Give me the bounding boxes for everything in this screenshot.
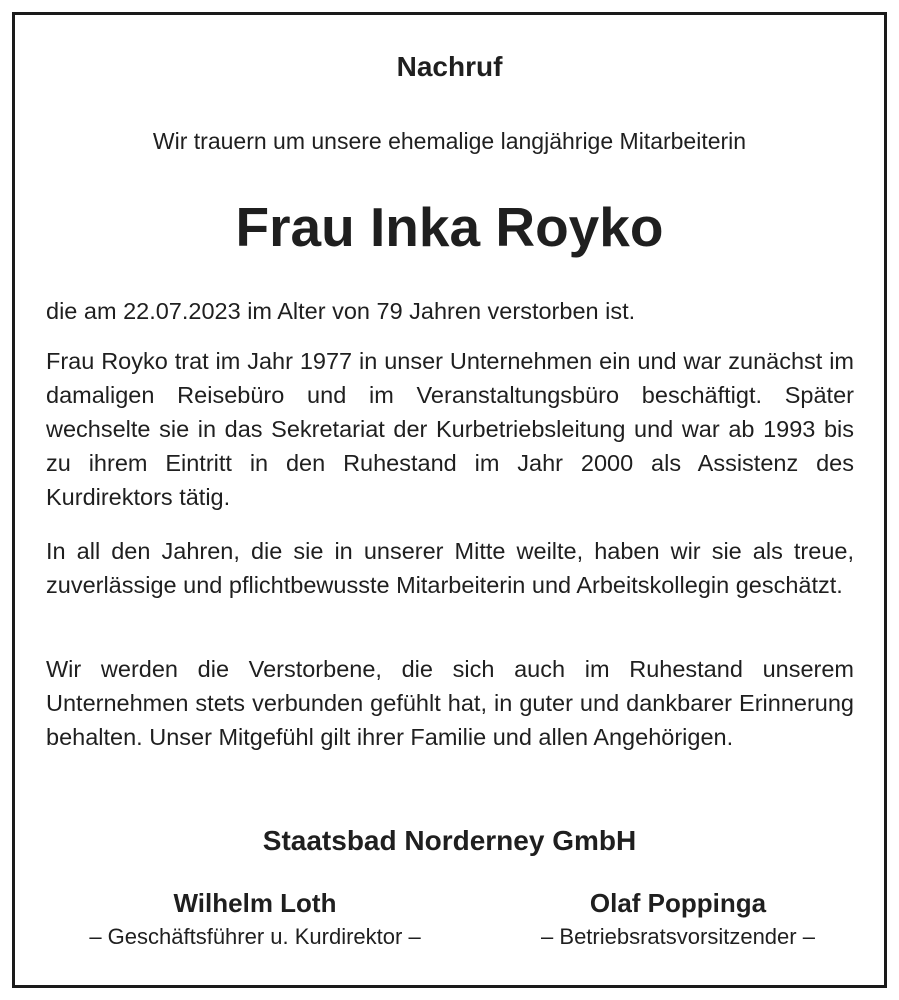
company-name: Staatsbad Norderney GmbH (262, 825, 637, 856)
notice-title: Nachruf (396, 51, 503, 82)
remembrance-paragraph: Wir werden die Verstorbene, die sich auch im Ruhestand unserem Unternehmen stets verbunden gefühlt hat, in guter und dankbarer Erinnerung behalten. Unser Mitgefühl gilt ihrer Familie und allen Angehörigen. (46, 656, 854, 750)
signatory-left (30, 886, 480, 954)
appreciation-paragraph: In all den Jahren, die sie in unserer Mitte weilte, haben wir sie als treue, zuverlässige und pflichtbewusste Mitarbeiterin und Arbeitskollegin geschätzt. (46, 538, 854, 598)
signatory-right (478, 886, 878, 954)
signatory-role: – Betriebsratsvorsitzender – (541, 924, 815, 949)
signatory-name: Olaf Poppinga (589, 888, 767, 918)
signatory-role: – Geschäftsführer u. Kurdirektor – (89, 924, 421, 949)
deceased-name: Frau Inka Royko (235, 196, 664, 258)
death-date-paragraph: die am 22.07.2023 im Alter von 79 Jahren verstorben ist. (46, 298, 636, 324)
intro-text: Wir trauern um unsere ehemalige langjährige Mitarbeiterin (152, 128, 747, 154)
signatory-name: Wilhelm Loth (173, 888, 337, 918)
career-paragraph: Frau Royko trat im Jahr 1977 in unser Unternehmen ein und war zunächst im damaligen Reisebüro und im Veranstaltungsbüro beschäftigt. Später wechselte sie in das Sekretariat der Kurbetriebsleitung und war ab 1993 bis zu ihrem Eintritt in den Ruhestand im Jahr 2000 als Assistenz des Kurdirektors tätig. (46, 348, 854, 510)
